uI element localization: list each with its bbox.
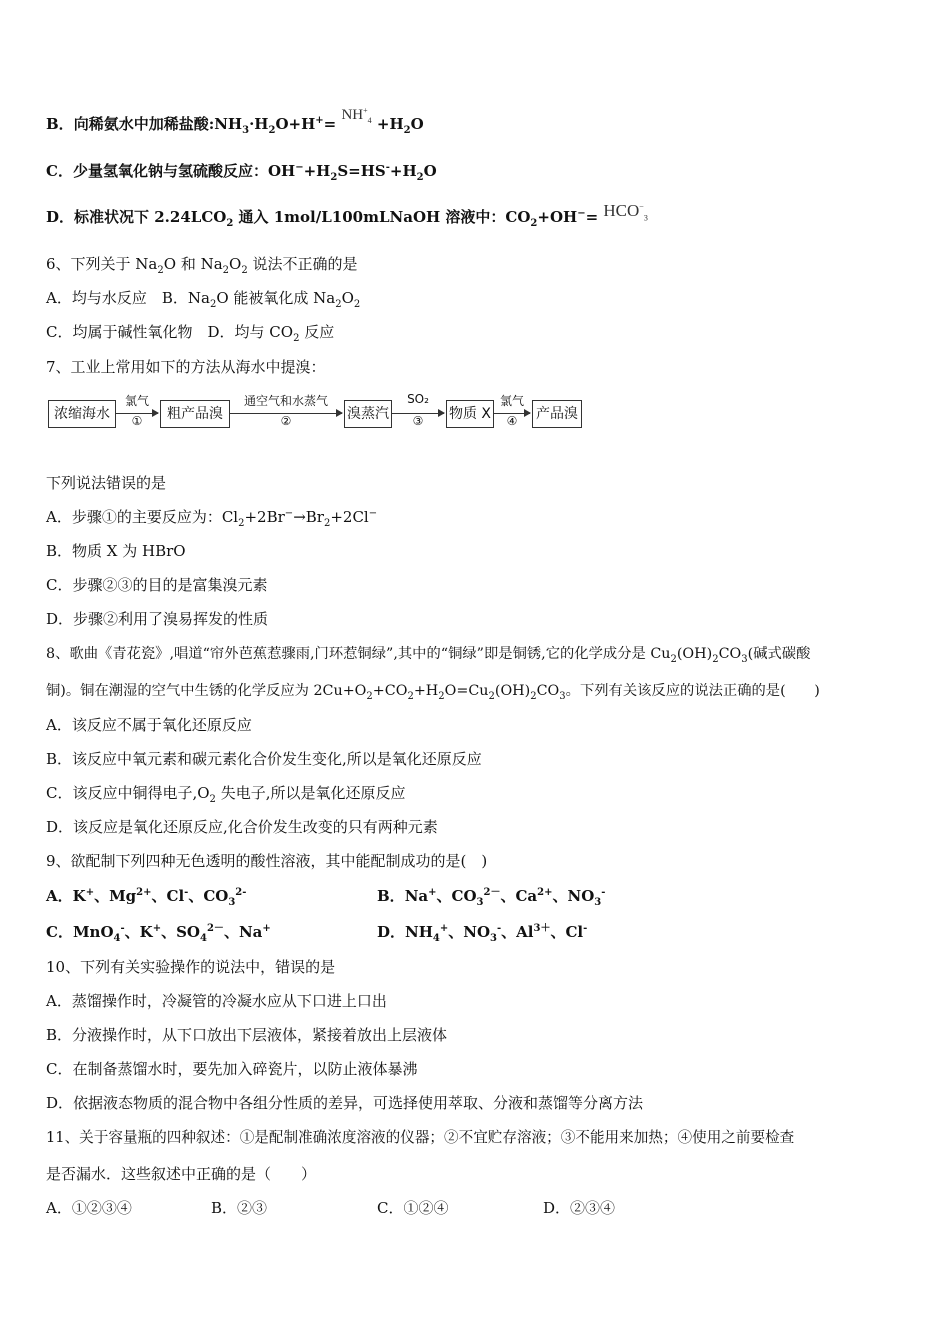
q8-stem-line1: 8、歌曲《青花瓷》,唱道“帘外芭蕉惹骤雨,门环惹铜绿”,其中的“铜绿”即是铜锈,它的化学成分是 $Cu_2(OH)_2CO_3$(碱式碳酸	[46, 646, 811, 665]
q8-option-d: D．该反应是氧化还原反应,化合价发生改变的只有两种元素	[46, 818, 438, 836]
q8-option-b: B．该反应中氧元素和碳元素化合价发生变化,所以是氧化还原反应	[46, 750, 482, 768]
flow-label-4-step: ④	[506, 414, 518, 428]
q9-option-c: C．MnO$_4$-、K+、$SO_4^{2-}$、Na+	[46, 923, 271, 944]
q10-stem: 10、下列有关实验操作的说法中，错误的是	[46, 958, 336, 976]
q11-option-a: A．①②③④	[46, 1199, 132, 1217]
q7-option-d: D．步骤②利用了溴易挥发的性质	[46, 610, 269, 628]
q7-option-a: A．步骤①的主要反应为：$Cl_2+2Br^-\to Br_2+2Cl^-$	[46, 508, 378, 529]
q5-option-c: C．少量氢氧化钠与氢硫酸反应：$OH^-+H_2S=HS^-+H_2O$	[46, 162, 437, 183]
ammonium-ion-formula: $NH^+_4$	[341, 106, 372, 125]
q11-stem-line2: 是否漏水．这些叙述中正确的是（ ）	[46, 1165, 317, 1183]
flow-label-1-step: ①	[131, 414, 143, 428]
q5-option-b: B．向稀氨水中加稀盐酸$:NH_3\cdot H_2O+H^+= NH^+_4 +H_2O$	[46, 106, 424, 136]
flow-box-crude-bromine: 粗产品溴	[160, 400, 230, 428]
flow-label-4-reagent: 氯气	[499, 394, 524, 408]
bicarbonate-ion-formula: $HCO^-_3$	[603, 201, 648, 223]
flow-label-2-step: ②	[280, 414, 292, 428]
bromine-process-flowchart	[48, 392, 588, 440]
flow-box-product-bromine: 产品溴	[532, 400, 582, 428]
flow-label-3-step: ③	[412, 414, 424, 428]
flow-label-2-reagent: 通空气和水蒸气	[243, 394, 328, 408]
q6-options-cd: C．均属于碱性氧化物 D．均与 $CO_2$ 反应	[46, 323, 335, 344]
q10-option-c: C．在制备蒸馏水时，要先加入碎瓷片，以防止液体暴沸	[46, 1060, 418, 1078]
q6-stem: 6、下列关于 $Na_2O$ 和 $Na_2O_2$ 说法不正确的是	[46, 255, 358, 276]
q8-option-c: C．该反应中铜得电子$,O_2$ 失电子,所以是氧化还原反应	[46, 784, 406, 805]
q5-option-d: D．标准状况下 $2.24LCO_2$ 通入 1mol/L100mLNaOH 溶液中：$CO_2+OH^-= HCO^-_3$	[46, 201, 648, 229]
flow-label-3-reagent: SO₂	[407, 392, 429, 406]
flow-box-bromine-vapor: 溴蒸汽	[344, 400, 392, 428]
q7-option-b: B．物质 X 为 HBrO	[46, 542, 186, 560]
q9-stem: 9、欲配制下列四种无色透明的酸性溶液，其中能配制成功的是( )	[46, 852, 488, 870]
q7-ask: 下列说法错误的是	[46, 474, 167, 492]
q9-option-b: B．Na+、$CO_3^{2-}$、$Ca^{2+}$、$NO_3^-$	[377, 887, 606, 908]
q6-options-ab: A．均与水反应 B．$Na_2O$ 能被氧化成 $Na_2O_2$	[46, 289, 361, 310]
flow-label-1-reagent: 氯气	[124, 394, 149, 408]
q10-option-d: D．依据液态物质的混合物中各组分性质的差异，可选择使用萃取、分液和蒸馏等分离方法	[46, 1094, 644, 1112]
q11-option-c: C．①②④	[377, 1199, 449, 1217]
q9-option-a: A．K+、$Mg^{2+}$、Cl-、$CO_3^{2-}$	[46, 887, 247, 908]
q11-stem-line1: 11、关于容量瓶的四种叙述：①是配制准确浓度溶液的仪器；②不宜贮存溶液；③不能用来加热；④使用之前要检查	[46, 1129, 795, 1146]
flow-box-concentrated-seawater: 浓缩海水	[48, 400, 116, 428]
flow-box-substance-x: 物质 X	[446, 400, 494, 428]
q8-option-a: A．该反应不属于氧化还原反应	[46, 716, 252, 734]
q10-option-a: A．蒸馏操作时，冷凝管的冷凝水应从下口进上口出	[46, 992, 387, 1010]
q10-option-b: B．分液操作时，从下口放出下层液体，紧接着放出上层液体	[46, 1026, 448, 1044]
q9-option-d: D．$NH_4^+$、$NO_3^-$、$Al^{3+}$、Cl-	[377, 923, 588, 944]
q11-option-b: B．②③	[211, 1199, 268, 1217]
q11-option-d: D．②③④	[543, 1199, 616, 1217]
q7-stem: 7、工业上常用如下的方法从海水中提溴：	[46, 358, 326, 376]
q7-option-c: C．步骤②③的目的是富集溴元素	[46, 576, 268, 594]
q8-stem-line2: 铜)。铜在潮湿的空气中生锈的化学反应为 $2Cu+O_2+CO_2+H_2O=Cu_2(OH)_2CO_3$。下列有关该反应的说法正确的是( )	[46, 683, 820, 702]
